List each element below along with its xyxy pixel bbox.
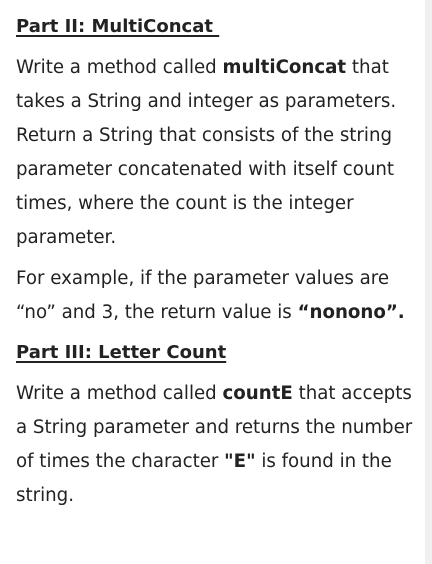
section-3-heading: Part III: Letter Count [16,342,227,363]
section-3-description-middle: that accepts a String parameter and returns the number of times the character [16,383,413,472]
method-name-multiconcat: multiConcat [222,57,347,78]
section-2-description-end: that takes a String and integer as parameters. Return a String that consists of the string parameter concatenated with itself count times, where the count is the integer parameter. [16,57,397,248]
section-2-description-start: Write a method called [16,57,223,78]
example-result: “nonono”. [297,302,405,323]
section-2-description [16,51,424,255]
section-3-heading-row [16,336,425,370]
method-name-counte: countE [222,383,293,404]
section-2-example-text: For example, if the parameter values are “no” and 3, the return value is [16,268,390,323]
section-2-example [16,262,424,330]
section-3-description-end: is found in the string. [16,451,392,506]
section-3-description-start: Write a method called [16,383,223,404]
section-2-heading-row [16,10,425,44]
target-letter: "E" [224,451,256,472]
section-3-description [16,377,424,513]
section-2-heading: Part II: MultiConcat [16,16,220,37]
